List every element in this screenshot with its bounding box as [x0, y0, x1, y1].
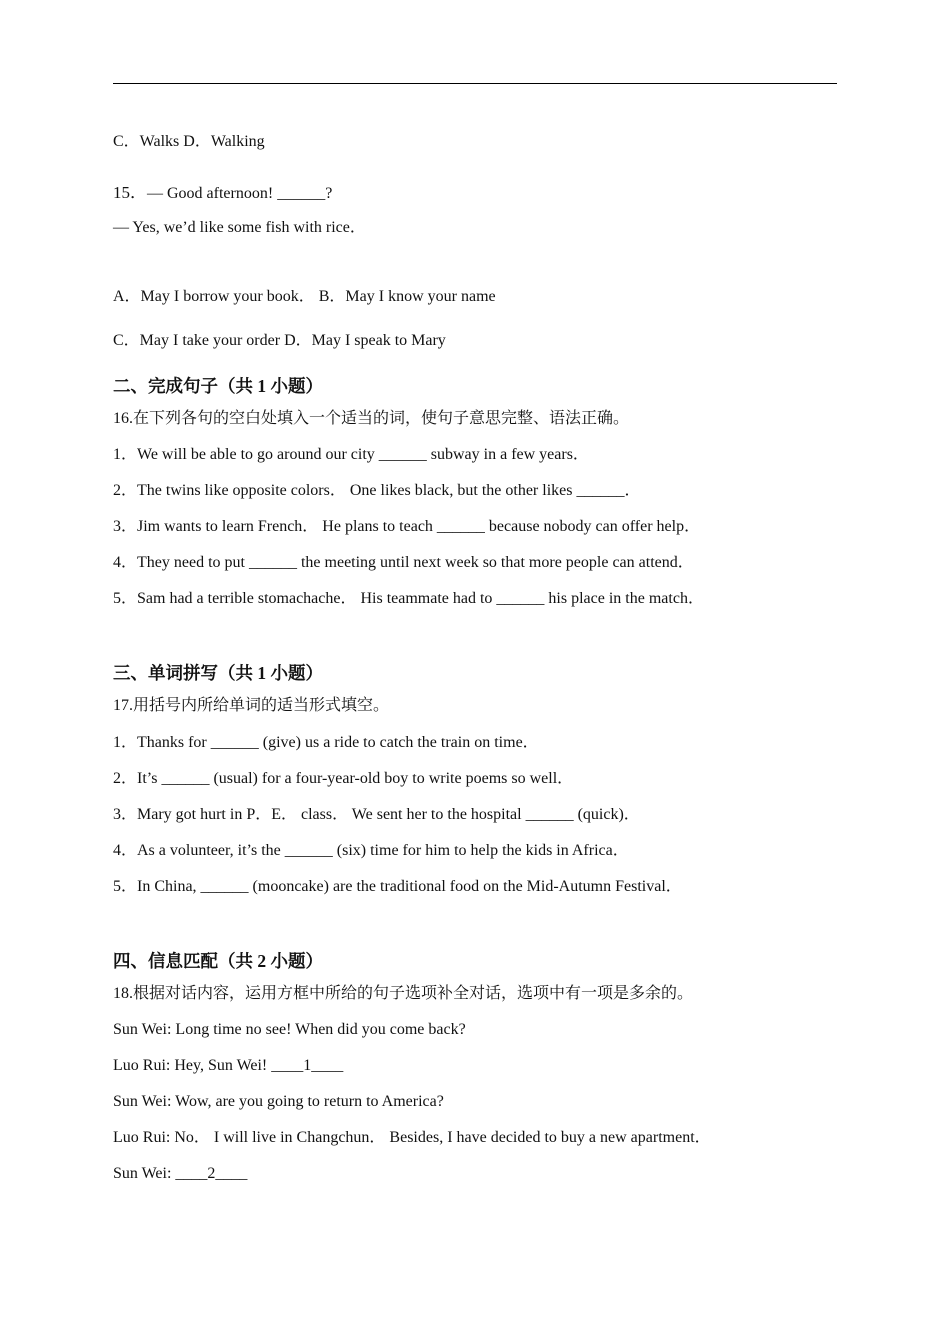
section3-instruction: 17.用括号内所给单词的适当形式填空。 — [113, 697, 390, 714]
q15-text: — Good afternoon! ______? — [147, 185, 333, 202]
section3-heading: 三、单词拼写（共 1 小题） — [113, 663, 323, 683]
dialogue-line: Sun Wei: ____2____ — [113, 1165, 248, 1182]
section2-item: 4．They need to put ______ the meeting until next week so that more people can attend． — [113, 554, 694, 571]
q15-number: 15． — [113, 183, 147, 202]
dialogue-line: Luo Rui: No． I will live in Changchun． Besides, I have decided to buy a new apartment． — [113, 1129, 711, 1146]
section2-item: 1．We will be able to go around our city ______ subway in a few years． — [113, 446, 589, 463]
header-rule — [113, 83, 837, 84]
section3-item: 1．Thanks for ______ (give) us a ride to catch the train on time． — [113, 734, 539, 751]
q15-options-ab: A．May I borrow your book． B．May I know your name — [113, 288, 496, 305]
section3-item: 3．Mary got hurt in P．E． class． We sent her to the hospital ______ (quick)． — [113, 806, 640, 823]
section4-heading: 四、信息匹配（共 2 小题） — [113, 951, 323, 971]
q14-options-cd: C．Walks D．Walking — [113, 133, 265, 150]
section2-item: 5．Sam had a terrible stomachache． His teammate had to ______ his place in the match． — [113, 590, 704, 607]
q15-line1 — [113, 183, 332, 204]
q15-line2: — Yes, we’d like some fish with rice． — [113, 219, 366, 236]
dialogue-line: Luo Rui: Hey, Sun Wei! ____1____ — [113, 1057, 344, 1074]
section2-instruction: 16.在下列各句的空白处填入一个适当的词，使句子意思完整、语法正确。 — [113, 410, 630, 427]
section4-instruction: 18.根据对话内容，运用方框中所给的句子选项补全对话，选项中有一项是多余的。 — [113, 985, 694, 1002]
dialogue-line: Sun Wei: Wow, are you going to return to America? — [113, 1093, 444, 1110]
section3-item: 2．It’s ______ (usual) for a four-year-old boy to write poems so well． — [113, 770, 574, 787]
section3-item: 4．As a volunteer, it’s the ______ (six) time for him to help the kids in Africa． — [113, 842, 629, 859]
section2-heading: 二、完成句子（共 1 小题） — [113, 376, 323, 396]
q15-options-cd: C．May I take your order D．May I speak to Mary — [113, 332, 446, 349]
section3-item: 5．In China, ______ (mooncake) are the traditional food on the Mid-Autumn Festival． — [113, 878, 682, 895]
section2-item: 2．The twins like opposite colors． One likes black, but the other likes ______． — [113, 482, 641, 499]
dialogue-line: Sun Wei: Long time no see! When did you come back? — [113, 1021, 466, 1038]
section2-item: 3．Jim wants to learn French． He plans to teach ______ because nobody can offer help． — [113, 518, 701, 535]
